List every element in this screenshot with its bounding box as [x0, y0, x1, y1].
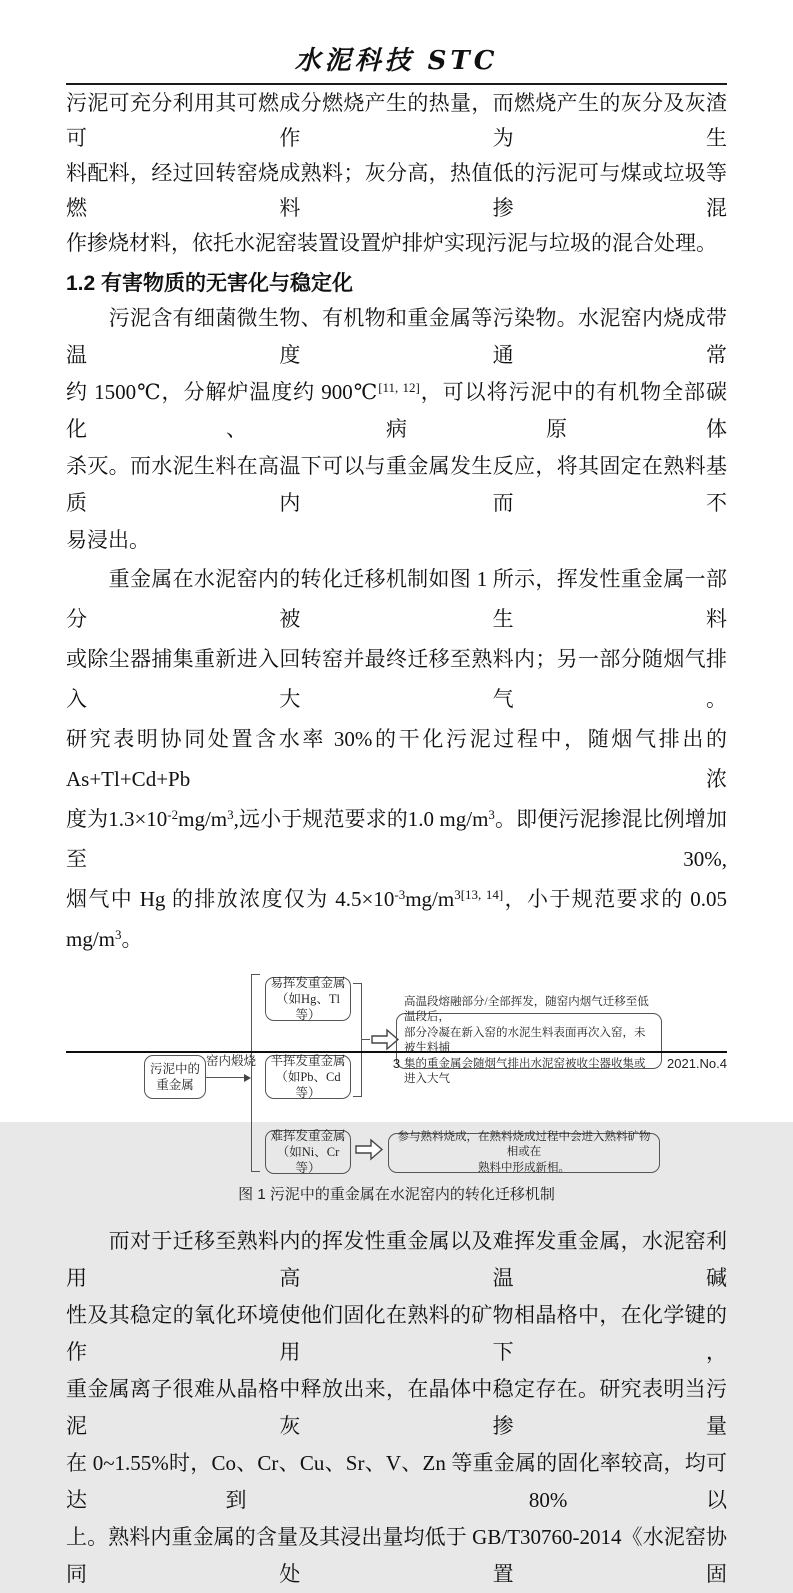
figure-arrow-label: 窑内煅烧: [206, 1054, 257, 1068]
block-arrow-icon: [371, 1029, 399, 1050]
figure-caption: 图 1 污泥中的重金属在水泥窑内的转化迁移机制: [238, 1186, 555, 1203]
figure-bracket-tick: [362, 1039, 370, 1040]
figure-category-box-nonvolatile: 难挥发重金属 （如Ni、Cr等）: [265, 1130, 351, 1174]
figure-category-box-volatile: 易挥发重金属 （如Hg、Tl等）: [265, 977, 351, 1021]
figure-nonvolatile-outcome-box: 参与熟料烧成，在熟料烧成过程中会进入熟料矿物相或在 熟料中形成新相。: [388, 1133, 660, 1173]
page-content: [66, 0, 727, 1593]
journal-title: 水泥科技 STC: [294, 46, 499, 76]
section-heading: 1.2 有害物质的无害化与稳定化: [66, 272, 354, 295]
footer-rule: [66, 1051, 727, 1053]
issue-label: 2021.No.4: [667, 1056, 727, 1071]
paragraph-3: 重金属在水泥窑内的转化迁移机制如图 1 所示，挥发性重金属一部分被生料 或除尘器捕集重新进入回转窑并最终迁移至熟料内；另一部分随烟气排入大气。 研究表明协同处置含水率 30%的干化污泥过程中，随烟气排出的 As+Tl+Cd+Pb 浓 度为$1.3\times 10^{-2}mg/m^3$,远小于规范要求的1.0 $mg/m^3$。即便污泥掺混比例增加至30%, 烟气中 Hg 的排放浓度仅为 $4.5\times 10^{-3}mg/m^{3[13, 14]}$，小于规范要求的 0.05 $mg/m^3$。: [66, 567, 727, 951]
paragraph-2: 污泥含有细菌微生物、有机物和重金属等污染物。水泥窑内烧成带温度通常 约 1500℃，分解炉温度约 900℃[11, 12]，可以将污泥中的有机物全部碳化、病原体 杀灭。而水泥生料在高温下可以与重金属发生反应，将其固定在熟料基质内而不 易浸出。: [66, 306, 728, 552]
block-arrow-icon: [355, 1139, 383, 1160]
paragraph-4: 而对于迁移至熟料内的挥发性重金属以及难挥发重金属，水泥窑利用高温碱 性及其稳定的氧化环境使他们固化在熟料的矿物相晶格中，在化学键的作用下， 重金属离子很难从晶格中释放出来，在晶体中稳定存在。研究表明当污泥灰掺量 在 0~1.55%时，Co、Cr、Cu、Sr、V、Zn 等重金属的固化率较高，均可达到 80%以 上。熟料内重金属的含量及其浸出量均低于 GB/T30760-2014《水泥窑协同处置固: [66, 1229, 727, 1586]
figure-volatile-outcome-box: 高温段熔融部分/全部挥发，随窑内烟气迁移至低温段后， 部分冷凝在新入窑的水泥生料表面再次入窑，未被生料捕 集的重金属会随烟气排出水泥窑被收尘器收集或进入大气: [396, 1013, 662, 1069]
figure-source-box: 污泥中的 重金属: [144, 1055, 206, 1099]
paragraph-1: 污泥可充分利用其可燃成分燃烧产生的热量，而燃烧产生的灰分及灰渣可作为生 料配料，经过回转窑烧成熟料；灰分高，热值低的污泥可与煤或垃圾等燃料掺混 作掺烧材料，依托水泥窑装置设置炉排炉实现污泥与垃圾的混合处理。: [66, 91, 727, 255]
header-rule: [66, 83, 727, 85]
figure-kiln-arrow-line: [206, 1077, 244, 1078]
figure-category-box-semivolatile: 半挥发重金属 （如Pb、Cd等）: [265, 1055, 351, 1099]
page-footer: [66, 1056, 727, 1076]
page-number: 3: [392, 1056, 401, 1071]
figure-right-bracket: [353, 983, 362, 1097]
